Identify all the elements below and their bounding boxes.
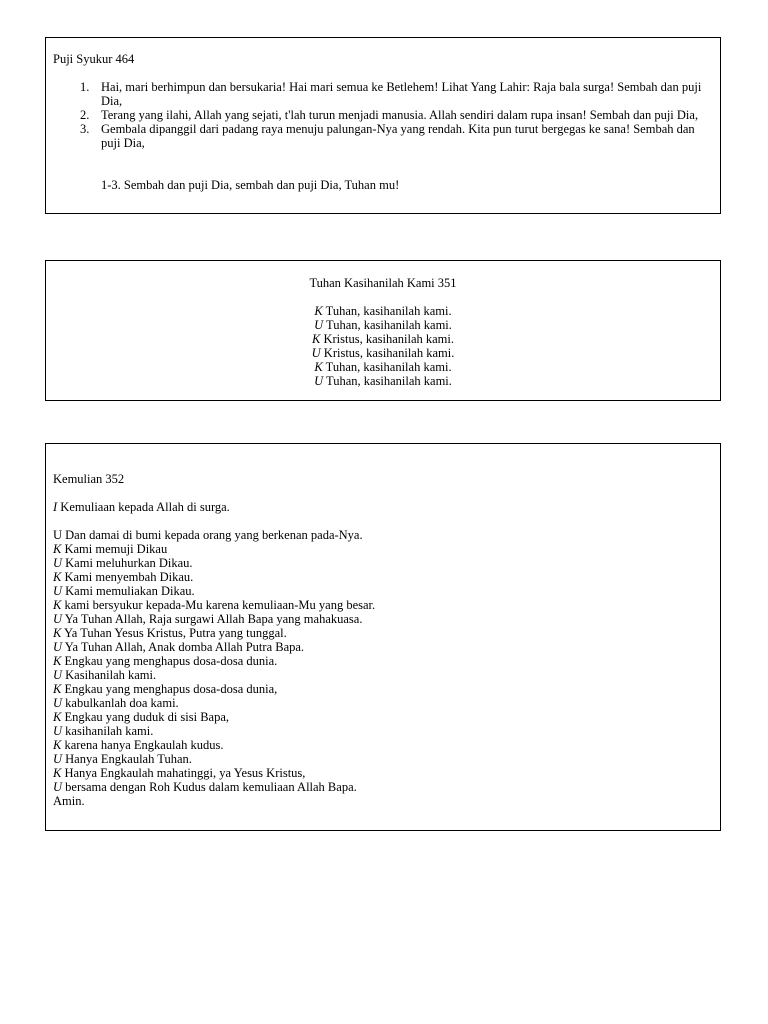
line-text: Hanya Engkaulah Tuhan.	[62, 752, 192, 766]
verse-text: Hai, mari berhimpun dan bersukaria! Hai mari semua ke Betlehem! Lihat Yang Lahir: Raja bala surga! Sembah dan puji Dia,	[101, 80, 702, 108]
line-text: Tuhan, kasihanilah kami.	[322, 304, 452, 318]
hymn-verse	[46, 108, 706, 122]
role-marker: K	[314, 304, 323, 318]
line-text: Engkau yang menghapus dosa-dosa dunia.	[61, 654, 278, 668]
verse-number: 1.	[80, 80, 90, 94]
gloria-line	[53, 696, 713, 710]
role-marker: K	[311, 332, 321, 346]
gloria-line	[53, 640, 713, 654]
verse-number: 2.	[80, 108, 90, 122]
gloria-line	[53, 724, 713, 738]
role-marker: K	[53, 682, 62, 696]
gloria-line	[53, 654, 713, 668]
kyrie-box	[45, 260, 721, 401]
role-marker: U	[314, 374, 324, 388]
hymn-title: Puji Syukur 464	[53, 52, 135, 66]
gloria-line	[53, 738, 713, 752]
line-text: kasihanilah kami.	[62, 724, 154, 738]
line-text: Kemuliaan kepada Allah di surga.	[57, 500, 230, 514]
gloria-line	[53, 766, 713, 780]
line-text: kami bersyukur kepada-Mu karena kemuliaan-Mu yang besar.	[61, 598, 376, 612]
role-marker: U	[53, 780, 63, 794]
gloria-line	[53, 626, 713, 640]
gloria-line	[53, 556, 713, 570]
kyrie-line	[46, 374, 720, 388]
kyrie-line	[46, 304, 720, 318]
role-marker: K	[53, 766, 62, 780]
role-marker: U	[53, 724, 63, 738]
role-marker: U	[53, 696, 63, 710]
verse-text: Gembala dipanggil dari padang raya menuju palungan-Nya yang rendah. Kita pun turut bergegas ke sana! Sembah dan puji Dia,	[101, 122, 695, 150]
line-text: Kasihanilah kami.	[62, 668, 157, 682]
hymn-verse-list	[46, 80, 706, 150]
gloria-box	[45, 443, 721, 831]
role-marker: U	[53, 752, 63, 766]
line-text: Kami memuliakan Dikau.	[62, 584, 195, 598]
line-text: Engkau yang menghapus dosa-dosa dunia,	[61, 682, 278, 696]
kyrie-line	[46, 318, 720, 332]
line-text: Ya Tuhan Yesus Kristus, Putra yang tunggal.	[61, 626, 287, 640]
line-text: Hanya Engkaulah mahatinggi, ya Yesus Kristus,	[61, 766, 306, 780]
line-text: Kristus, kasihanilah kami.	[320, 346, 455, 360]
role-marker: K	[53, 542, 62, 556]
line-text: Ya Tuhan Allah, Raja surgawi Allah Bapa yang mahakuasa.	[62, 612, 363, 626]
role-marker: K	[314, 360, 323, 374]
line-text: kabulkanlah doa kami.	[62, 696, 179, 710]
line-text: karena hanya Engkaulah kudus.	[61, 738, 224, 752]
gloria-title: Kemulian 352	[53, 472, 125, 486]
kyrie-line	[46, 332, 720, 346]
hymn-verse	[46, 80, 706, 108]
hymn-verse	[46, 122, 706, 150]
role-marker: U	[314, 318, 324, 332]
role-marker: U	[53, 612, 63, 626]
role-marker: K	[53, 738, 62, 752]
line-text: Kami menyembah Dikau.	[61, 570, 194, 584]
role-marker: U	[53, 556, 63, 570]
gloria-line	[53, 612, 713, 626]
gloria-line	[53, 752, 713, 766]
role-marker: K	[53, 710, 62, 724]
line-text: Tuhan, kasihanilah kami.	[322, 360, 452, 374]
kyrie-block	[46, 276, 720, 388]
gloria-line	[53, 598, 713, 612]
role-marker: U	[53, 640, 63, 654]
gloria-line	[53, 780, 713, 794]
role-marker: K	[53, 570, 62, 584]
kyrie-title: Tuhan Kasihanilah Kami 351	[309, 276, 457, 290]
gloria-line	[53, 668, 713, 682]
role-marker: U	[53, 584, 63, 598]
role-marker: U	[53, 668, 63, 682]
gloria-line	[53, 682, 713, 696]
role-marker: K	[53, 626, 62, 640]
role-marker: K	[53, 598, 62, 612]
gloria-line	[53, 542, 713, 556]
line-text: bersama dengan Roh Kudus dalam kemuliaan Allah Bapa.	[62, 780, 357, 794]
hymn-box	[45, 37, 721, 214]
role-marker: U	[311, 346, 321, 360]
gloria-block	[53, 472, 713, 808]
gloria-response: U Dan damai di bumi kepada orang yang berkenan pada-Nya.	[53, 528, 363, 542]
verse-number: 3.	[80, 122, 90, 136]
kyrie-line	[46, 346, 720, 360]
role-marker: K	[53, 654, 62, 668]
gloria-line	[53, 710, 713, 724]
gloria-line	[53, 570, 713, 584]
line-text: Engkau yang duduk di sisi Bapa,	[61, 710, 230, 724]
gloria-closing: Amin.	[53, 794, 85, 808]
kyrie-line	[46, 360, 720, 374]
line-text: Kami meluhurkan Dikau.	[62, 556, 193, 570]
role-marker: I	[53, 500, 58, 514]
line-text: Kami memuji Dikau	[61, 542, 168, 556]
line-text: Tuhan, kasihanilah kami.	[323, 318, 452, 332]
line-text: Ya Tuhan Allah, Anak domba Allah Putra Bapa.	[62, 640, 305, 654]
line-text: Kristus, kasihanilah kami.	[320, 332, 454, 346]
hymn-refrain: 1-3. Sembah dan puji Dia, sembah dan puji Dia, Tuhan mu!	[101, 178, 400, 192]
gloria-line	[53, 584, 713, 598]
verse-text: Terang yang ilahi, Allah yang sejati, t'lah turun menjadi manusia. Allah sendiri dalam rupa insan! Sembah dan puji Dia,	[101, 108, 699, 122]
line-text: Tuhan, kasihanilah kami.	[323, 374, 452, 388]
gloria-intro	[53, 500, 713, 514]
